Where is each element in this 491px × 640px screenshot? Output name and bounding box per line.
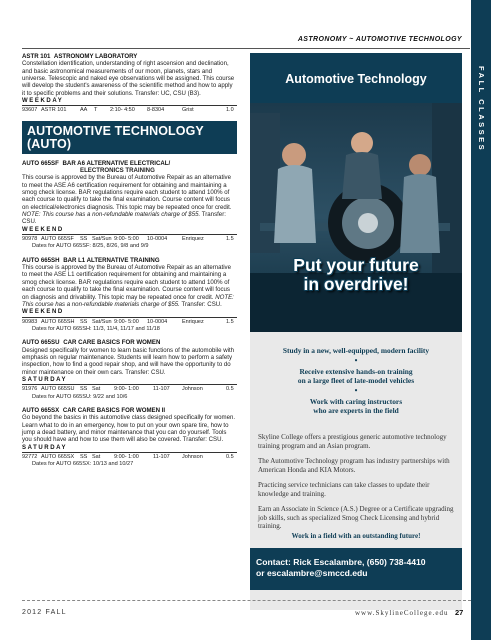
schedule-row [22, 384, 237, 393]
meeting-time: 9:00- 1:00 [114, 386, 139, 393]
bullet-training-1: Receive extensive hands-on training [299, 367, 413, 376]
section-number: 93607 [22, 107, 38, 114]
section-code: SS [80, 318, 88, 325]
schedule-row [22, 234, 237, 243]
units: 1.5 [226, 236, 234, 243]
course-name: BAR A6 ALTERNATIVE ELECTRICAL/ [62, 159, 171, 167]
units: 1.0 [226, 107, 234, 114]
description-text: This course is approved by the Bureau of Automotive Repair as an alternative to meet the ASE L1 certification requirement for obtaining and maintaining a smog check license. BAR regulations require each student to attend 100% of each course to qualify to take the final examination. Course content will focus on diagnosis and drivability. This topic may be repeated once for credit. [22, 264, 231, 301]
promo-callout: Work in a field with an outstanding future! [291, 532, 421, 540]
promo-bullets [256, 346, 456, 415]
course-note: NOTE: This course has a non-refundable materials charge of $55. [22, 211, 201, 219]
course-dates: Dates for AUTO 665SF: 8/25, 8/26, 9/8 and 9/9 [32, 243, 149, 250]
garage-photo [250, 103, 462, 332]
instructor: Grist [182, 107, 194, 114]
course-code: AUTO 665SU [22, 339, 60, 347]
course-description: Go beyond the basics in this automotive class designed specifically for women. Learn what to do in an emergency, how to put on your own spare tire, how to jump a dead battery, and minor maintenance that you can do yourself. Tools you should have and how to use them will also be covered. Transfer: CSU. [22, 414, 236, 444]
course-name: CAR CARE BASICS FOR WOMEN [63, 339, 161, 347]
tagline-line-1: Put your future [293, 255, 419, 275]
course-name-continued: ELECTRONICS TRAINING [80, 167, 155, 175]
room: 11-107 [153, 386, 170, 393]
meeting-time: 9:00- 1:00 [114, 453, 139, 460]
description-text: This course is approved by the Bureau of Automotive Repair as an alternative to meet the ASE A6 certification requirement for obtaining and maintaining a smog check license. BAR regulations require each student to attend 100% of each course to qualify to take the final examination. Course content will focus on electrical/electronics diagnosis. This topic may be repeated once for credit. [22, 174, 232, 211]
promo-tagline [250, 256, 462, 294]
course-dates: Dates for AUTO 665SH: 11/3, 11/4, 11/17 and 11/18 [32, 325, 160, 332]
instructor: Enriquez [182, 236, 204, 243]
course-ref: AUTO 665SH [41, 318, 75, 325]
course-description [22, 264, 237, 308]
course-name: BAR L1 ALTERNATIVE TRAINING [63, 256, 160, 264]
course-title [22, 160, 237, 167]
units: 0.5 [226, 453, 234, 460]
footer-rule [22, 600, 471, 601]
course-code: AUTO 665SF [22, 159, 59, 167]
promo-paragraph: The Automotive Technology program has industry partnerships with American Honda and KIA Motors. [258, 457, 450, 474]
bullet-facility: Study in a new, well-equipped, modern facility [282, 346, 430, 355]
meeting-time: 2:10- 4:50 [110, 107, 135, 114]
meeting-day: Sat [92, 386, 101, 393]
course-column [22, 53, 237, 469]
promo-paragraph: Skyline College offers a prestigious generic automotive technology training program and an Asian program. [258, 433, 447, 450]
instructor: Johnson [182, 453, 203, 460]
meeting-time: 9:00- 5:00 [114, 318, 139, 325]
schedule-day: WEEKEND [22, 309, 64, 316]
course-ref: ASTR 101 [41, 107, 67, 114]
schedule-row [22, 105, 237, 114]
course-name: CAR CARE BASICS FOR WOMEN II [62, 406, 166, 414]
course-code: AUTO 665SH [22, 256, 60, 264]
meeting-day: Sat/Sun [92, 318, 112, 325]
course-title [22, 407, 237, 414]
page-number: 27 [455, 608, 464, 617]
schedule-day: SATURDAY [22, 376, 68, 383]
course-title [22, 53, 237, 60]
section-number: 91976 [22, 386, 38, 393]
room: 10-0004 [147, 318, 168, 325]
section-code: SS [80, 386, 88, 393]
mechanics-photo-illustration [250, 103, 462, 332]
schedule-day: WEEKDAY [22, 98, 64, 105]
contact-line-2[interactable]: or escalambre@smccd.edu [256, 568, 368, 578]
footer-term: 2012 FALL [22, 609, 67, 616]
schedule-day: SATURDAY [22, 444, 68, 451]
schedule-row [22, 452, 237, 461]
bullet-dot: • [354, 386, 358, 395]
side-tab [471, 0, 491, 640]
section-code: SS [80, 236, 88, 243]
meeting-time: 9:00- 5:00 [114, 236, 139, 243]
page-header-title: ASTRONOMY ~ AUTOMOTIVE TECHNOLOGY [297, 36, 462, 43]
course-dates: Dates for AUTO 665SX: 10/13 and 10/27 [32, 461, 134, 468]
footer-website-link[interactable]: www.SkylineCollege.edu [355, 609, 449, 617]
course-description: Designed specifically for women to learn basic functions of the automobile with emphasis on regular maintenance. Students will learn how to perform a safety inspection, how to find a good repair shop, and will have the opportunity to do minor maintenance on their own cars. Transfer: CSU. [22, 346, 235, 376]
instructor: Enriquez [182, 318, 204, 325]
course-title [22, 257, 237, 264]
course-ref: AUTO 665SU [41, 386, 75, 393]
section-number: 90983 [22, 318, 38, 325]
bullet-dot: • [354, 356, 358, 365]
section-number: 92772 [22, 453, 38, 460]
schedule-row [22, 317, 237, 326]
meeting-day: Sat/Sun [92, 236, 112, 243]
course-description [22, 174, 237, 225]
tagline-line-2: in overdrive! [303, 274, 409, 294]
course-dates: Dates for AUTO 665SU: 9/22 and 10/6 [32, 393, 128, 400]
section-code: SS [80, 453, 88, 460]
section-number: 90978 [22, 236, 38, 243]
meeting-day: Sat [92, 453, 101, 460]
course-code: ASTR 101 [22, 53, 51, 60]
course-note: NOTE: This course has a non-refundable materials charge of $55. [22, 293, 234, 308]
contact-box [250, 548, 462, 590]
promo-paragraph: Practicing service technicians can take classes to update their knowledge and training. [258, 481, 430, 498]
course-description: Constellation identification, understanding of right ascension and declination, and basic astronomical measurements of our moon, planets, stars and universe. Telescopic and naked eye observations will be assigned. This course will develop the student's awareness of the scientific method and how to apply it to specific problems and their solutions. Transfer: UC, CSU (B3). [22, 60, 235, 97]
promo-banner-title: Automotive Technology [285, 72, 427, 86]
course-name: ASTRONOMY LABORATORY [53, 53, 138, 60]
bullet-instructors-2: who are experts in the field [313, 406, 399, 415]
transfer-info: Transfer: CSU. [22, 211, 226, 226]
room: 10-0004 [147, 236, 168, 243]
units: 0.5 [226, 386, 234, 393]
course-title [22, 339, 237, 346]
instructor: Johnson [182, 386, 203, 393]
course-ref: AUTO 665SX [41, 453, 75, 460]
bullet-instructors-1: Work with caring instructors [309, 397, 403, 406]
contact-line-1: Contact: Rick Escalambre, (650) 738-4410 [256, 557, 426, 567]
meeting-day: T [94, 107, 98, 114]
units: 1.5 [226, 318, 234, 325]
course-code: AUTO 665SX [22, 406, 60, 414]
side-tab-label: FALL CLASSES [477, 66, 486, 153]
room: 11-107 [153, 453, 170, 460]
section-heading: AUTOMOTIVE TECHNOLOGY (AUTO) [22, 121, 237, 154]
bullet-training-2: on a large fleet of late-model vehicles [297, 376, 415, 385]
course-ref: AUTO 665SF [41, 236, 74, 243]
schedule-day: WEEKEND [22, 226, 64, 233]
section-code: AA [80, 107, 88, 114]
header-rule [22, 48, 470, 49]
transfer-info: Transfer: CSU. [181, 300, 222, 308]
room: 8-8304 [147, 107, 165, 114]
promo-paragraph: Earn an Associate in Science (A.S.) Degree or a Certificate upgrading job skills, such as specialized Smog Check Licensing and hybrid training. [258, 505, 454, 531]
